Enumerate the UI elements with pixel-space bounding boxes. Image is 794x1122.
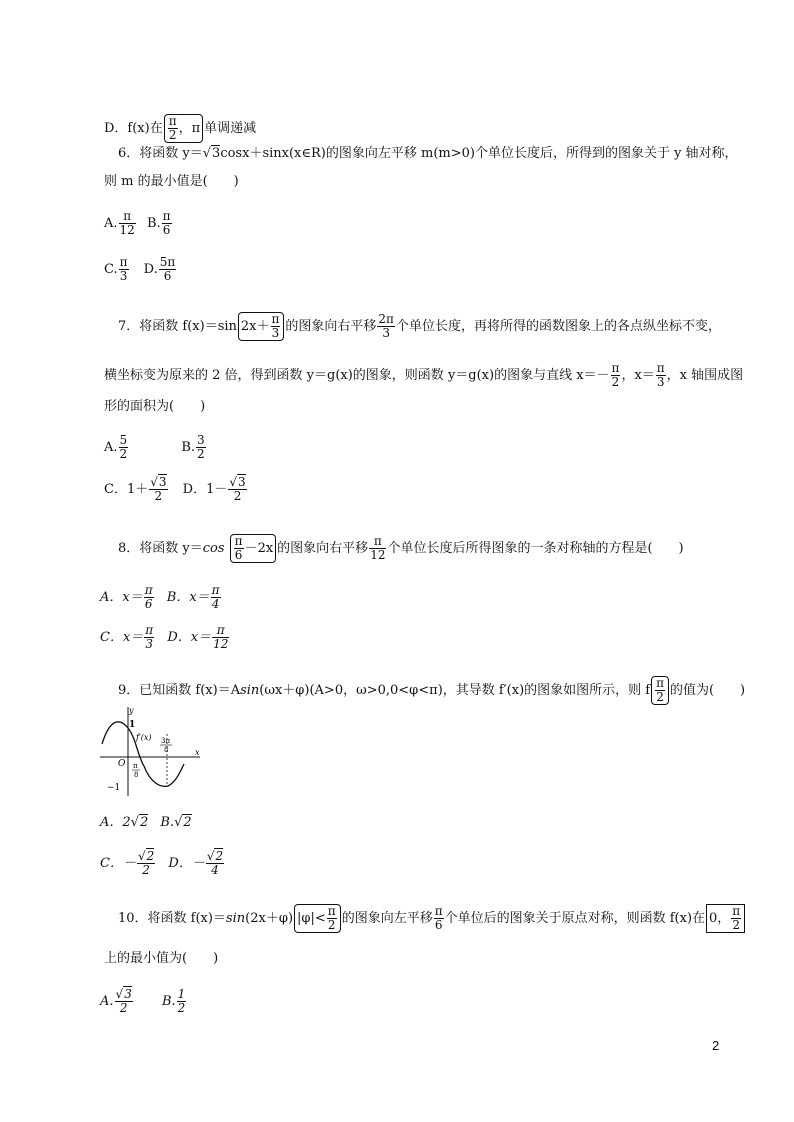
frac-num: 5π [159,255,176,269]
opt-label: D. [143,262,158,277]
sqrt-value: 3 [124,987,132,1001]
frac-den: 2 [154,489,163,503]
frac-num: π [656,361,665,375]
graph-tick2-num: 3π [161,737,171,745]
q9-options-ab [100,814,192,832]
frac-den: 12 [119,223,135,237]
sqrt-value: 3 [238,475,246,489]
graph-one: 1 [129,720,136,730]
derivative-curve [102,722,184,787]
q10-tail: 个单位后的图象关于原点对称，则函数 f(x)在 [444,911,706,926]
q10-condition [294,904,341,933]
q7-option-a [104,434,129,461]
q7-option-d: D．1－ $\frac{√3}{2}$ [182,475,246,503]
frac-den: 2 [142,863,150,877]
frac-den: 2 [119,1001,128,1015]
frac-den: 4 [211,597,220,611]
q9-option-b: B.√2 [160,815,192,830]
graph-origin: O [118,759,126,769]
q6-options-cd [104,256,177,283]
q7-options-cd [104,476,248,503]
q8-option-c [100,624,155,651]
q5-interval [164,114,203,143]
frac-num: π [119,255,128,269]
q6-option-a [104,210,137,237]
opt-label: B．x＝ [166,590,210,605]
q8-arg [230,534,277,563]
q7-option-c: C．1＋ $\frac{√3}{2}$ [104,475,167,503]
q10-stem-line2: 上的最小值为( ) [104,951,219,966]
frac-num: π [212,624,229,638]
q8-stem [118,534,684,563]
interval-start: 0， [709,911,731,926]
frac-num: 1 [177,987,186,1001]
opt-label: C．x＝ [100,630,144,645]
q10-mid: 的图象向左平移 [341,911,433,926]
q9-option-a: A．2√2 [100,815,149,830]
opt-label: D．－ [168,856,205,871]
frac-num: π [211,583,220,597]
q7-option-b [181,434,206,461]
frac-den: 2 [611,375,620,389]
q10-stem-line1 [118,904,746,933]
frac-num: π [369,535,386,549]
frac-den: 2 [327,918,336,932]
frac-den: 3 [656,375,665,389]
q9-tail: 的值为( ) [669,683,746,698]
frac-num: π [271,312,280,326]
graph-curve-label: f′(x) [136,733,152,742]
q6-options-ab [104,210,173,237]
opt-label: D．1－ [182,482,228,497]
q9-derivative-graph [96,704,206,799]
q7-mid: 的图象向右平移 [285,319,377,334]
q10-arg: (2x＋φ) [245,911,294,926]
q10-sin: sin [225,911,246,926]
opt-label: A. [104,216,118,231]
graph-tick2-den: 8 [164,746,169,754]
opt-label: A．x＝ [100,590,143,605]
frac-den: 12 [213,637,229,651]
frac-num: π [434,904,443,918]
q10-head: 10．将函数 f(x)＝ [118,911,226,926]
q6-sqrt: 3 [212,146,221,161]
frac-den: 2 [177,1001,186,1015]
q8-option-a [100,584,155,611]
q6-option-d [144,256,178,283]
frac-den: 3 [271,326,280,340]
frac-num: π [144,583,153,597]
q8-tail: 个单位长度后所得图象的一条对称轴的方程是( ) [387,541,684,556]
opt-label: B. [181,440,195,455]
frac-num: 5 [119,433,128,447]
q8-cos: cos [202,541,225,556]
frac-num: π [162,209,171,223]
opt-label: C．1＋ [104,482,149,497]
graph-y-label: y [129,706,134,715]
frac-num: π [119,210,136,224]
q6-option-c [104,256,130,283]
frac-den: 2 [233,489,242,503]
frac-num: 3 [197,433,205,447]
q6-mid: cosx＋sinx(x∈R)的图象向左平移 m(m>0)个单位长度后，所得到的图象关于 y 轴对称， [220,146,738,161]
q8-option-d [167,624,230,651]
frac-den: 2 [656,690,664,704]
sqrt-value: 3 [158,475,167,489]
frac-den: 6 [163,269,172,283]
frac-den: 2 [168,128,177,142]
frac-den: 2 [732,918,741,932]
q6-head: 6．将函数 y＝ [118,146,203,161]
q7-line2-pre: 横坐标变为原来的 2 倍，得到函数 y＝g(x)的图象，则函数 y＝g(x)的图象与直线 x＝－ [104,368,610,383]
q8-mid: 的图象向右平移 [277,541,369,556]
q10-option-b [162,988,187,1015]
q9-stem [118,676,745,705]
q7-arg [238,312,285,341]
sqrt-value: 2 [139,815,149,830]
frac-den: 6 [434,918,443,932]
frac-den: 3 [382,326,390,340]
frac-den: 6 [162,223,171,237]
q7-line2-mid: ，x＝ [621,368,655,383]
frac-num: π [234,534,243,548]
q9-option-c: C．－ $\frac{√2}{2}$ [100,849,155,877]
cond-pre: |φ|< [297,911,326,926]
frac-num: π [732,904,741,918]
sqrt-value: 2 [183,815,192,830]
frac-den: 6 [234,548,243,562]
q7-stem-line3: 形的面积为( ) [104,399,206,414]
frac-num: π [656,676,664,690]
sqrt-value: 2 [215,849,224,863]
opt-label: B. [146,216,161,231]
frac-num: π [611,361,620,375]
opt-label: A. [100,994,114,1009]
frac-den: 3 [145,637,154,651]
frac-num: π [327,904,336,918]
q10-option-a: A. $\frac{√3}{2}$ [100,987,132,1015]
q7-options-ab [104,434,207,461]
frac-den: 4 [211,863,219,877]
q7-head: 7．将函数 f(x)＝sin [118,319,237,334]
q7-stem-line2 [104,362,743,389]
q7-line2-end: ，x 轴围成图 [666,368,744,383]
q8-option-b [167,584,222,611]
frac-den: 2 [119,447,128,461]
q9-arg [651,676,669,705]
sqrt-value: 2 [146,849,155,863]
q9-option-d: D．－ $\frac{√2}{4}$ [168,849,224,877]
frac-den: 2 [197,447,205,461]
opt-label: D．x＝ [167,630,212,645]
q8-options-cd [100,624,230,651]
opt-label: B. [160,815,175,830]
q5-option-d [104,114,256,143]
graph-x-label: x [195,748,200,757]
page-number: 2 [712,1038,720,1053]
q5-option-d-label: D．f(x)在 [104,121,163,136]
q6-stem-line2: 则 m 的最小值是( ) [104,174,239,189]
frac-den: 6 [144,597,153,611]
q9-head: 9．已知函数 f(x)＝A [118,683,241,698]
q7-stem-line1 [118,312,721,341]
q5-option-d-end: 单调递减 [204,121,257,136]
q7-tail: 个单位长度，再将所得的函数图象上的各点纵坐标不变， [395,319,721,334]
opt-label: C. [104,262,118,277]
arg-pre: 2x＋ [240,319,270,334]
q10-interval [706,904,745,933]
frac-den: 3 [119,269,128,283]
opt-label: A. [104,440,118,455]
opt-label: B. [161,994,176,1009]
opt-label: A．2 [100,815,131,830]
frac-num: 2π [378,312,394,326]
q8-options-ab [100,584,222,611]
interval-tail: ，π [178,121,201,136]
frac-num: π [145,623,154,637]
graph-tick1-num: π [133,762,138,770]
arg-tail: －2x [244,541,274,556]
q9-sin: sin [240,683,260,698]
opt-label: C．－ [100,856,136,871]
q6-option-b [147,210,173,237]
frac-den: 12 [370,548,386,562]
frac-num: π [168,114,177,128]
graph-tick1-den: 8 [134,771,139,779]
q9-mid: (ωx＋φ)(A>0，ω>0,0<φ<π)，其导数 f′(x)的图象如图所示，则 f [259,683,651,698]
q8-head: 8．将函数 y＝ [118,541,203,556]
q6-stem-line1: 6．将函数 y＝√3cosx＋sinx(x∈R)的图象向左平移 m(m>0)个单位长度后，所得到的图象关于 y 轴对称， [118,146,738,161]
q9-options-cd [100,850,225,877]
q10-options-ab [100,988,187,1015]
graph-minus-one: −1 [107,783,121,793]
